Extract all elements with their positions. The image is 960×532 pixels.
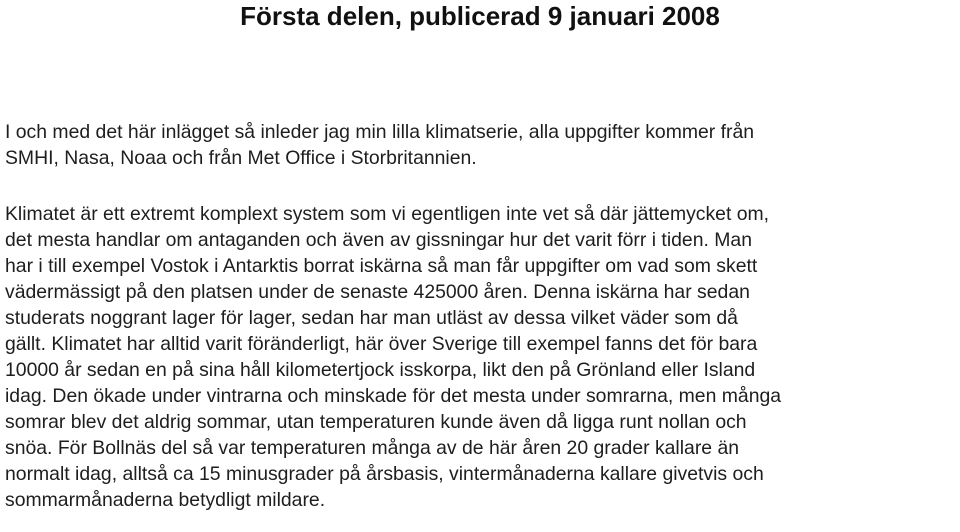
paragraph-line: sommarmånaderna betydligt mildare. xyxy=(5,489,326,511)
paragraph-line: I och med det här inlägget så inleder jag min lilla klimatserie, alla uppgifter kommer från xyxy=(5,121,755,143)
paragraph-line: somrar blev det aldrig sommar, utan temperaturen kunde även då ligga runt nollan och xyxy=(5,411,747,433)
paragraph-line: 10000 år sedan en på sina håll kilometertjock isskorpa, likt den på Grönland eller Island xyxy=(5,359,756,381)
paragraph-line: vädermässigt på den platsen under de senaste 425000 åren. Denna iskärna har sedan xyxy=(5,281,750,303)
paragraph-line: idag. Den ökade under vintrarna och minskade för det mesta under somrarna, men många xyxy=(5,385,782,407)
paragraph-climate xyxy=(5,201,957,513)
document-title: Första delen, publicerad 9 januari 2008 xyxy=(240,1,720,31)
paragraph-line: normalt idag, alltså ca 15 minusgrader på årsbasis, vintermånaderna kallare givetvis och xyxy=(5,463,764,485)
paragraph-line: gällt. Klimatet har alltid varit föränderligt, här över Sverige till exempel fanns det för bara xyxy=(5,333,758,355)
paragraph-line: studerats noggrant lager för lager, sedan har man utläst av dessa vilket väder som då xyxy=(5,307,738,329)
paragraph-line: snöa. För Bollnäs del så var temperaturen många av de här åren 20 grader kallare än xyxy=(5,437,740,459)
paragraph-intro xyxy=(5,119,957,171)
paragraph-line: det mesta handlar om antaganden och även av gissningar hur det varit förr i tiden. Man xyxy=(5,229,752,251)
paragraph-line: har i till exempel Vostok i Antarktis borrat iskärna så man får uppgifter om vad som skett xyxy=(5,255,758,277)
paragraph-line: SMHI, Nasa, Noaa och från Met Office i Storbritannien. xyxy=(5,147,477,169)
paragraph-line: Klimatet är ett extremt komplext system som vi egentligen inte vet så där jättemycket om, xyxy=(5,203,770,225)
